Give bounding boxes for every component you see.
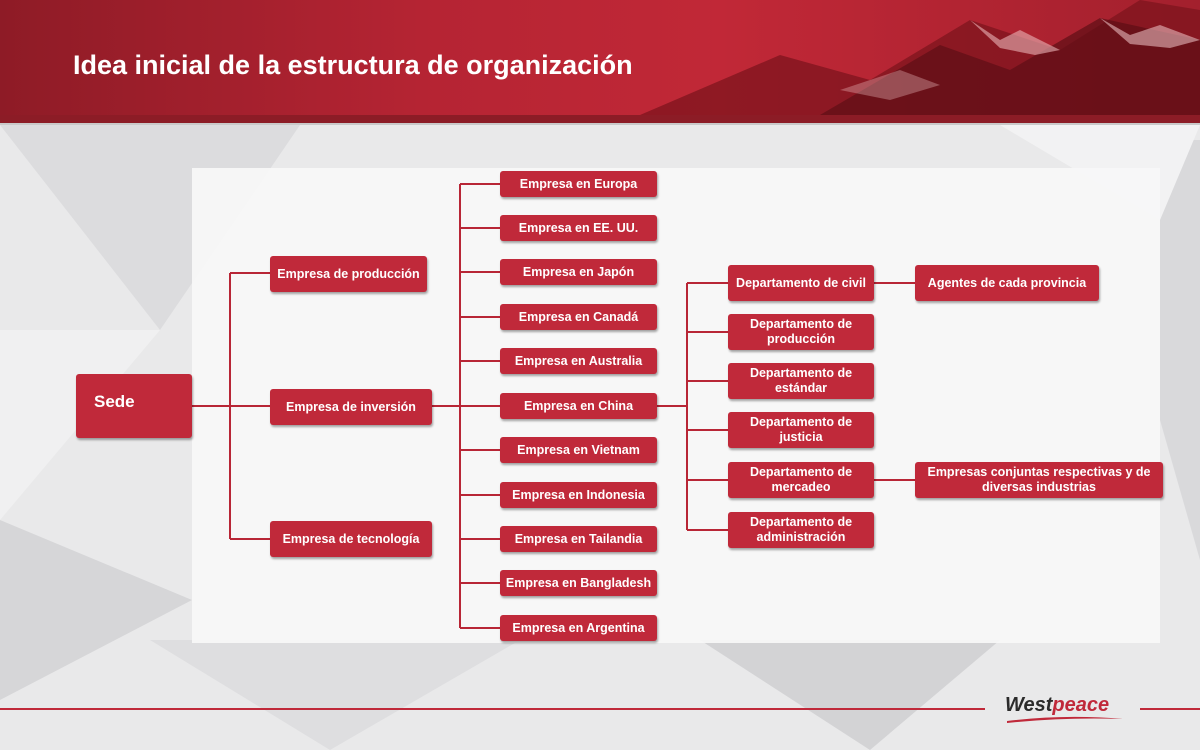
node-company: Empresa en Australia [500,348,657,374]
node-empresa-tecnologia: Empresa de tecnología [270,521,432,557]
footer-line-left [0,708,985,710]
logo-text-west: West [1005,694,1053,716]
page-title: Idea inicial de la estructura de organización [73,50,633,80]
node-department: Departamento de producción [728,314,874,350]
node-department: Departamento de mercadeo [728,462,874,498]
node-empresa-produccion: Empresa de producción [270,256,427,292]
node-company: Empresa en Bangladesh [500,570,657,596]
node-empresa-inversion: Empresa de inversión [270,389,432,425]
node-department: Departamento de civil [728,265,874,301]
node-department: Departamento de justicia [728,412,874,448]
node-company: Empresa en EE. UU. [500,215,657,241]
node-department: Departamento de administración [728,512,874,548]
node-company: Empresa en Japón [500,259,657,285]
node-company: Empresa en Indonesia [500,482,657,508]
logo-swoosh-icon [1005,713,1125,725]
node-company: Empresa en Europa [500,171,657,197]
node-company: Empresa en Tailandia [500,526,657,552]
node-company: Empresa en Argentina [500,615,657,641]
node-company: Empresa en Vietnam [500,437,657,463]
node-company: Empresa en Canadá [500,304,657,330]
node-sede: Sede [76,374,192,438]
node-agentes-provincia: Agentes de cada provincia [915,265,1099,301]
node-company-china: Empresa en China [500,393,657,419]
footer-line-right [1140,708,1200,710]
node-department: Departamento de estándar [728,363,874,399]
logo-text-peace: peace [1052,694,1110,716]
node-empresas-conjuntas: Empresas conjuntas respectivas y de diversas industrias [915,462,1163,498]
